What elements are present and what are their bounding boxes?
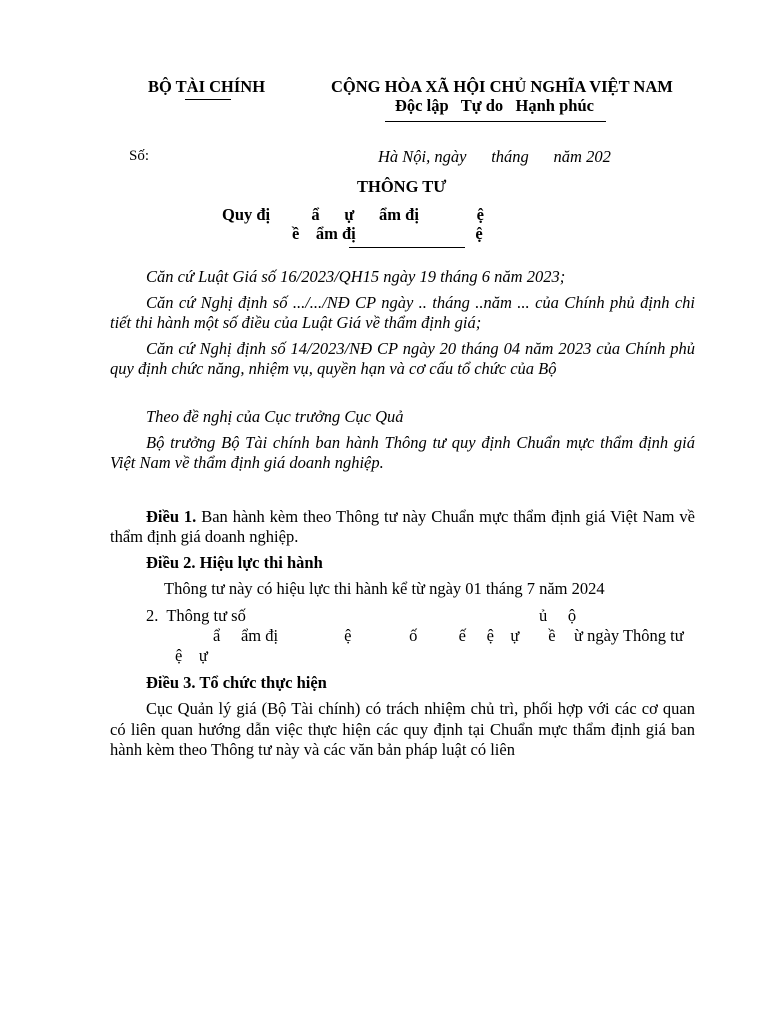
preamble-decree-detail: Căn cứ Nghị định số .../.../NĐ CP ngày .. tháng ..năm ... của Chính phủ định chi tiết thi hành một số điều của Luật Giá về thẩm định giá; <box>110 293 695 332</box>
article-2-item-2-fragment: ủ ộ <box>539 606 577 625</box>
document-type: THÔNG TƯ <box>357 177 447 196</box>
preamble-proposal: Theo đề nghị của Cục trưởng Cục Quả <box>146 407 404 426</box>
ministry-name: BỘ TÀI CHÍNH <box>148 77 266 96</box>
article-1 <box>110 507 695 547</box>
national-motto: Độc lập Tự do Hạnh phúc <box>395 96 594 115</box>
title-line-1: Quy đị ẩ ự ẩm đị ệ <box>222 205 485 224</box>
motto-underline <box>385 121 606 122</box>
title-line-2: ề ẩm đị ệ <box>292 224 483 243</box>
article-2-heading: Điều 2. Hiệu lực thi hành <box>146 553 323 572</box>
ministry-underline <box>185 99 231 100</box>
doc-number-label: Số: <box>129 148 150 164</box>
preamble-price-law: Căn cứ Luật Giá số 16/2023/QH15 ngày 19 tháng 6 năm 2023; <box>146 267 566 286</box>
preamble-decree-14: Căn cứ Nghị định số 14/2023/NĐ CP ngày 20 tháng 04 năm 2023 của Chính phủ quy định chức năng, nhiệm vụ, quyền hạn và cơ cấu tổ chức của Bộ <box>110 339 695 378</box>
republic-name: CỘNG HÒA XÃ HỘI CHỦ NGHĨA VIỆT NAM <box>331 77 673 96</box>
article-3-text: Cục Quản lý giá (Bộ Tài chính) có trách nhiệm chủ trì, phối hợp với các cơ quan có liên quan hướng dẫn việc thực hiện các quy định tại Chuẩn mực thẩm định giá ban hành kèm theo Thông tư này và các văn bản pháp luật có liên <box>110 699 695 759</box>
article-2-item-2-line-3: ệ ự <box>175 646 208 665</box>
title-underline <box>349 247 465 248</box>
article-1-text: Ban hành kèm theo Thông tư này Chuẩn mực thẩm định giá Việt Nam về thẩm định giá doanh nghiệp. <box>110 507 696 546</box>
article-3-heading: Điều 3. Tổ chức thực hiện <box>146 673 327 692</box>
article-2-item-2-line-2-end: ừ ngày Thông tư <box>574 626 684 645</box>
preamble-minister: Bộ trưởng Bộ Tài chính ban hành Thông tư quy định Chuẩn mực thẩm định giá Việt Nam về thẩm định giá doanh nghiệp. <box>110 433 695 472</box>
article-2-item-2-start: 2. Thông tư số <box>146 606 246 625</box>
place-date: Hà Nội, ngày tháng năm 202 <box>378 147 611 166</box>
article-2-item-2-line-2: ẩ ẩm đị ệ ố ế ệ ự ề <box>213 626 556 645</box>
article-2-item-1: Thông tư này có hiệu lực thi hành kể từ ngày 01 tháng 7 năm 2024 <box>164 579 605 598</box>
article-1-heading: Điều 1. <box>146 507 197 526</box>
